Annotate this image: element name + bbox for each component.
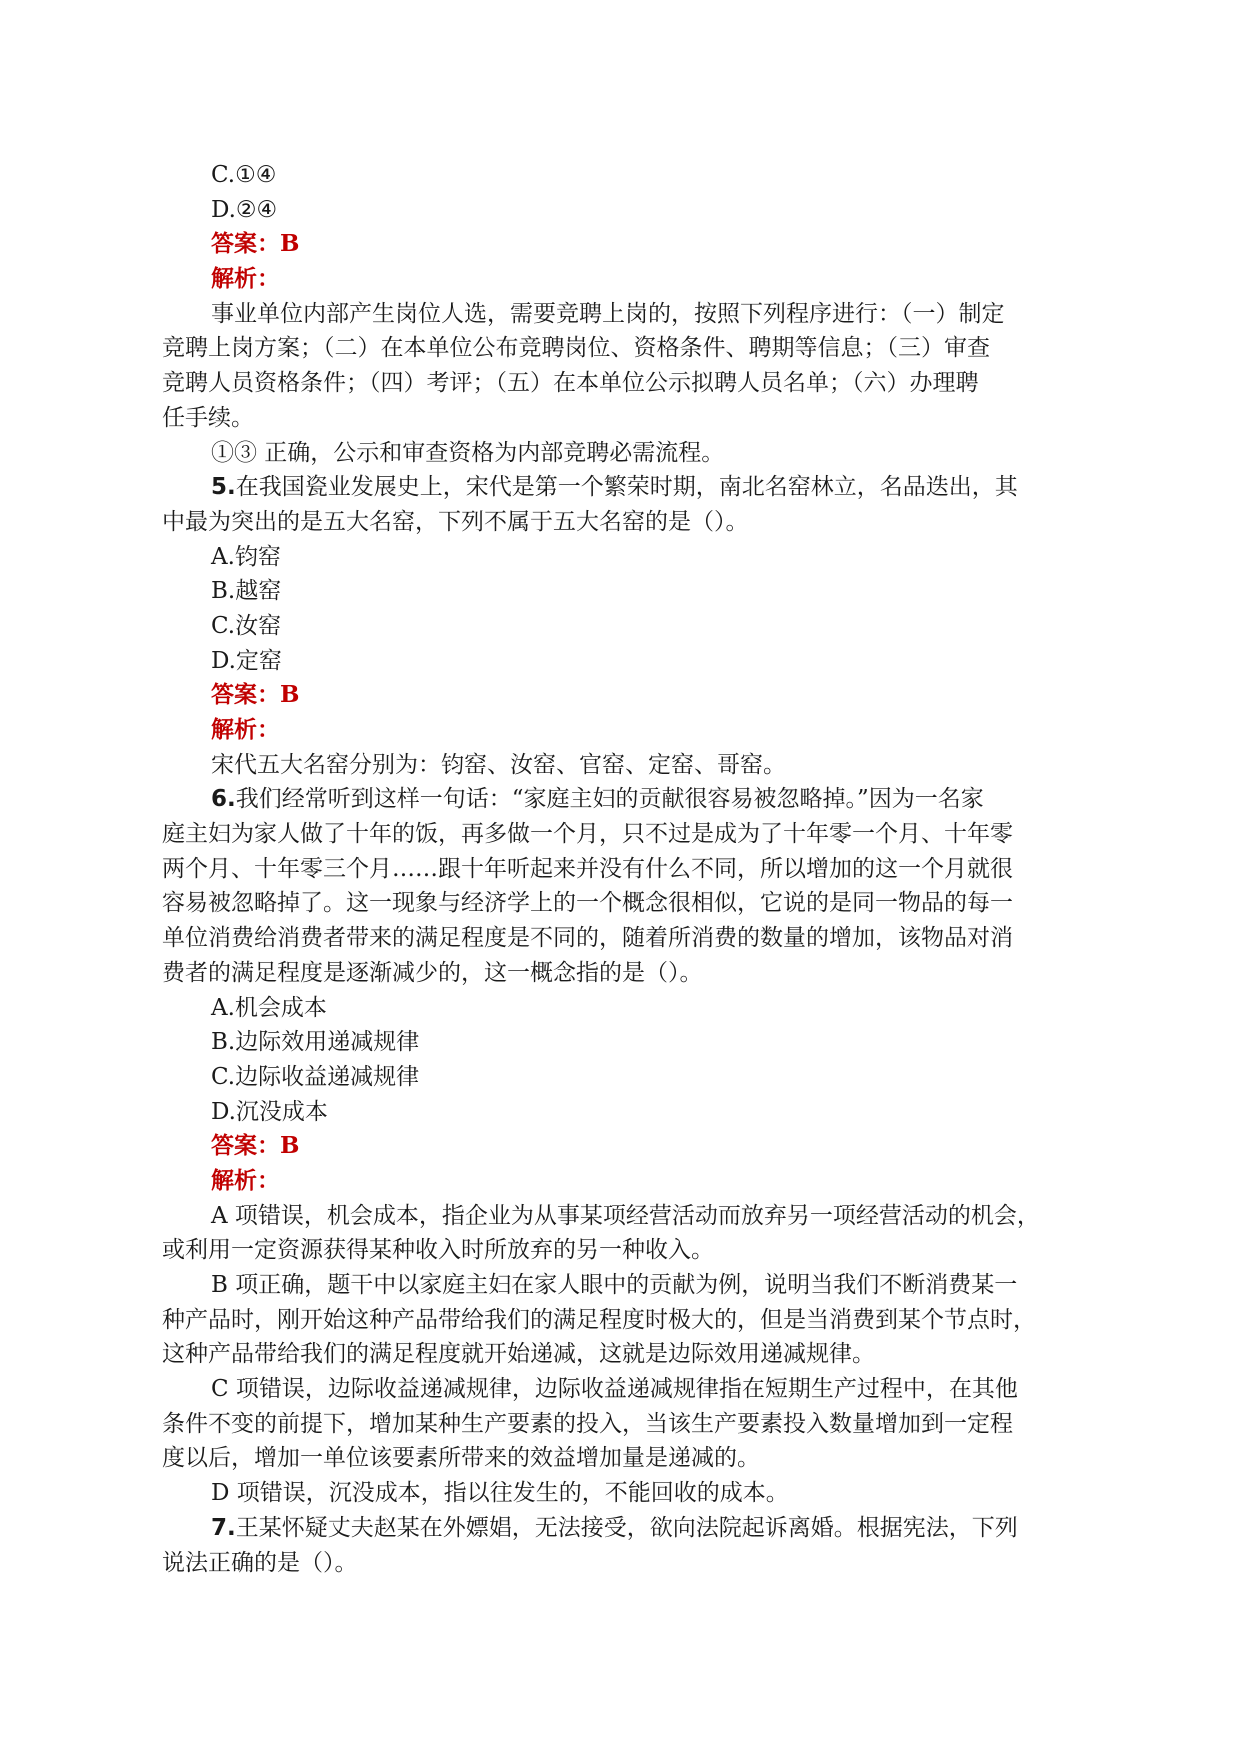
question-number: 7. <box>211 1514 236 1541</box>
answer-option <box>162 991 1086 1026</box>
line-text: 任手续。 <box>162 404 254 431</box>
line-text: 庭主妇为家人做了十年的饭，再多做一个月，只不过是成为了十年零一个月、十年零 <box>162 821 1013 848</box>
line-text: C.边际收益递减规律 <box>211 1063 420 1090</box>
paragraph-line <box>162 505 1086 540</box>
answer-option <box>162 193 1086 228</box>
question-stem <box>162 1511 1086 1546</box>
analysis-heading <box>162 713 1086 748</box>
line-text: C 项错误，边际收益递减规律，边际收益递减规律指在短期生产过程中，在其他 <box>211 1376 1018 1403</box>
paragraph-line <box>162 1407 1086 1442</box>
paragraph-line <box>162 852 1086 887</box>
line-text: 在我国瓷业发展史上，宋代是第一个繁荣时期，南北名窑林立，名品迭出，其 <box>235 474 1018 501</box>
line-text: A 项错误，机会成本，指企业为从事某项经营活动而放弃另一项经营活动的机会， <box>211 1202 1040 1229</box>
line-text: D.②④ <box>211 196 278 223</box>
answer-option <box>162 1095 1086 1130</box>
line-text: 王某怀疑丈夫赵某在外嫖娼，无法接受，欲向法院起诉离婚。根据宪法，下列 <box>235 1514 1018 1541</box>
paragraph-line <box>162 1337 1086 1372</box>
line-text: 事业单位内部产生岗位人选，需要竞聘上岗的，按照下列程序进行：（一）制定 <box>211 300 1005 327</box>
question-number: 6. <box>211 786 236 813</box>
paragraph-line <box>162 1303 1086 1338</box>
line-text: 单位消费给消费者带来的满足程度是不同的，随着所消费的数量的增加，该物品对消 <box>162 925 1013 952</box>
line-text: 答案：B <box>211 681 300 709</box>
line-text: 容易被忽略掉了。这一现象与经济学上的一个概念很相似，它说的是同一物品的每一 <box>162 890 1013 917</box>
line-text: 宋代五大名窑分别为：钧窑、汝窑、官窑、定窑、哥窑。 <box>211 751 786 778</box>
line-text: 或利用一定资源获得某种收入时所放弃的另一种收入。 <box>162 1237 714 1264</box>
paragraph-line <box>162 297 1086 332</box>
line-text: 种产品时，刚开始这种产品带给我们的满足程度时极大的，但是当消费到某个节点时， <box>162 1306 1036 1333</box>
answer-key <box>162 227 1086 262</box>
line-text: 我们经常听到这样一句话：“家庭主妇的贡献很容易被忽略掉。”因为一名家 <box>235 786 984 813</box>
paragraph-line <box>162 956 1086 991</box>
question-number: 5. <box>211 474 236 501</box>
paragraph-line <box>162 921 1086 956</box>
answer-option <box>162 540 1086 575</box>
answer-option <box>162 1025 1086 1060</box>
line-text: B 项正确，题干中以家庭主妇在家人眼中的贡献为例，说明当我们不断消费某一 <box>211 1272 1018 1298</box>
paragraph-line <box>162 366 1086 401</box>
line-text: A.钧窑 <box>211 543 281 570</box>
line-text: 答案：B <box>211 230 300 258</box>
line-text: D 项错误，沉没成本，指以往发生的，不能回收的成本。 <box>211 1480 789 1507</box>
line-text: A.机会成本 <box>211 994 327 1021</box>
answer-option <box>162 644 1086 679</box>
answer-option <box>162 574 1086 609</box>
line-text: B.边际效用递减规律 <box>211 1029 420 1056</box>
line-text: D.定窑 <box>211 647 282 674</box>
line-text: 竞聘人员资格条件；（四）考评；（五）在本单位公示拟聘人员名单；（六）办理聘 <box>162 370 979 397</box>
paragraph-line <box>162 436 1086 471</box>
line-text: 两个月、十年零三个月……跟十年听起来并没有什么不同，所以增加的这一个月就很 <box>162 855 1013 882</box>
line-text: 说法正确的是（）。 <box>162 1549 358 1576</box>
line-text: 解析： <box>211 716 280 743</box>
answer-option <box>162 158 1086 193</box>
paragraph-line <box>162 817 1086 852</box>
paragraph-line <box>162 1546 1086 1581</box>
answer-option <box>162 609 1086 644</box>
paragraph-line <box>162 1372 1086 1407</box>
line-text: D.沉没成本 <box>211 1098 328 1125</box>
line-text: ①③ 正确，公示和审查资格为内部竞聘必需流程。 <box>211 439 725 466</box>
paragraph-line <box>162 1268 1086 1303</box>
question-stem <box>162 470 1086 505</box>
paragraph-line <box>162 1199 1086 1234</box>
line-text: 这种产品带给我们的满足程度就开始递减，这就是边际效用递减规律。 <box>162 1341 875 1368</box>
paragraph-line <box>162 331 1086 366</box>
line-text: B.越窑 <box>211 578 282 605</box>
answer-key <box>162 678 1086 713</box>
line-text: 中最为突出的是五大名窑，下列不属于五大名窑的是（）。 <box>162 508 749 535</box>
paragraph-line <box>162 401 1086 436</box>
paragraph-line <box>162 886 1086 921</box>
paragraph-line <box>162 1233 1086 1268</box>
line-text: 解析： <box>211 265 280 293</box>
analysis-heading <box>162 262 1086 297</box>
line-text: 条件不变的前提下，增加某种生产要素的投入，当该生产要素投入数量增加到一定程 <box>162 1410 1013 1437</box>
document-page <box>162 158 1086 1580</box>
answer-option <box>162 1060 1086 1095</box>
answer-key <box>162 1129 1086 1164</box>
line-text: C.①④ <box>211 162 277 188</box>
line-text: 解析： <box>211 1166 280 1194</box>
line-text: 费者的满足程度是逐渐减少的，这一概念指的是（）。 <box>162 959 703 986</box>
line-text: 答案：B <box>211 1132 300 1160</box>
analysis-heading <box>162 1164 1086 1199</box>
line-text: 竞聘上岗方案；（二）在本单位公布竞聘岗位、资格条件、聘期等信息；（三）审查 <box>162 335 990 362</box>
paragraph-line <box>162 748 1086 783</box>
line-text: C.汝窑 <box>211 612 282 639</box>
question-stem <box>162 782 1086 817</box>
paragraph-line <box>162 1441 1086 1476</box>
paragraph-line <box>162 1476 1086 1511</box>
line-text: 度以后，增加一单位该要素所带来的效益增加量是递减的。 <box>162 1445 760 1472</box>
